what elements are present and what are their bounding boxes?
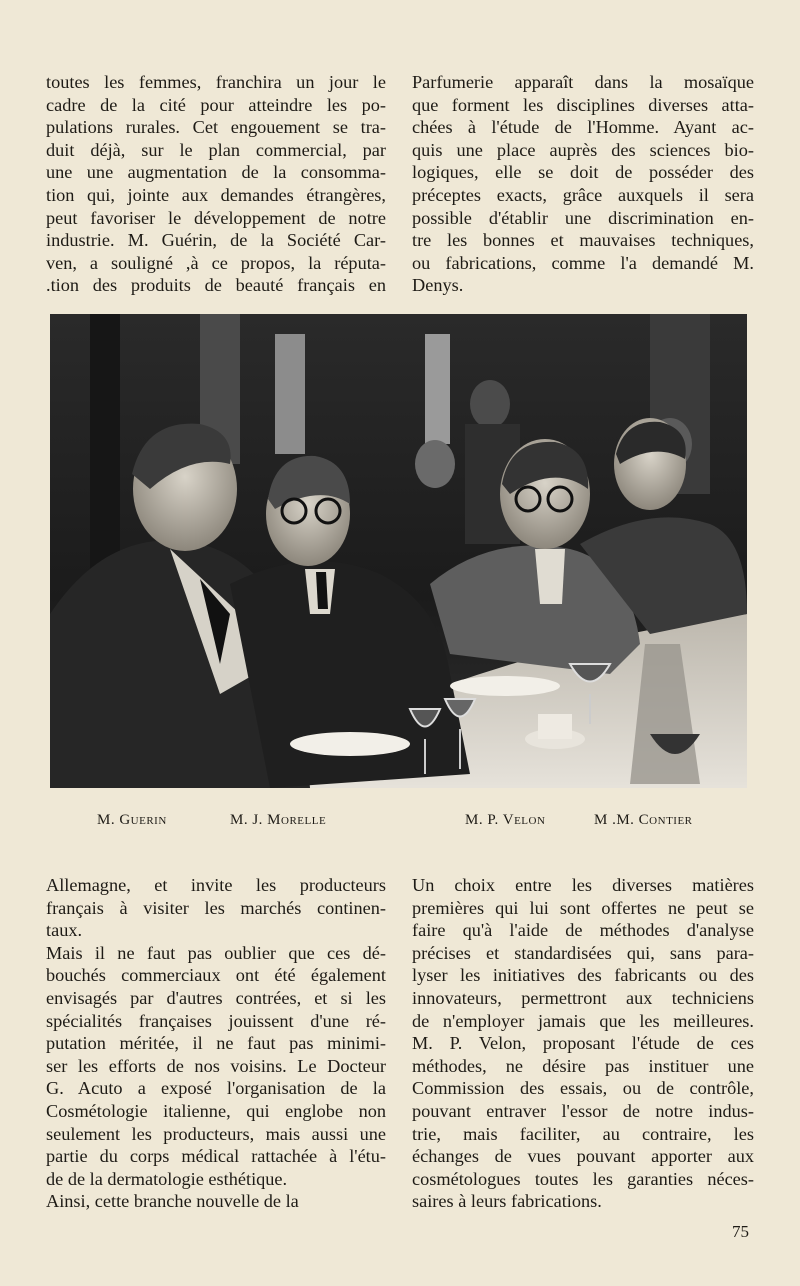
text-line: ou fabrications, comme l'a demandé M. [412, 252, 754, 273]
text-line: Ainsi, cette branche nouvelle de la [46, 1191, 299, 1212]
text-line: innovateurs, permettront aux techniciens [412, 987, 754, 1008]
text-line: putation méritée, il ne faut pas minimi- [46, 1033, 386, 1054]
text-line: ser les efforts de nos voisins. Le Docteur [46, 1055, 386, 1076]
text-line: Parfumerie apparaît dans la mosaïque [412, 72, 754, 92]
text-line: préceptes exacts, grâce auxquels il sera [412, 184, 754, 205]
text-line: spécialités françaises jouissent d'une ré- [46, 1010, 386, 1031]
text-column-bottom-right [412, 874, 754, 1213]
text-line: que forment les disciplines diverses atta- [412, 94, 754, 115]
text-column-top-right [412, 71, 754, 297]
text-line: lyser les initiatives des fabricants ou des [412, 965, 754, 986]
text-line: Denys. [412, 275, 464, 296]
text-line: français à visiter les marchés continen- [46, 897, 386, 918]
text-line: possible d'établir une discrimination en- [412, 207, 754, 228]
text-line: duit déjà, sur le plan commercial, par [46, 139, 386, 160]
text-line: partie du corps médical rattachée à l'étu- [46, 1146, 386, 1167]
text-line: méthodes, ne désire pas instituer une [412, 1055, 754, 1076]
text-line: faire qu'à l'aide de méthodes d'analyse [412, 920, 754, 941]
text-line: tion qui, jointe aux demandes étrangères, [46, 184, 386, 205]
text-line: précises et standardisées qui, sans para- [412, 942, 754, 963]
text-line: premières qui lui sont offertes ne peut se [412, 897, 754, 918]
text-line: de n'employer jamais que les meilleures. [412, 1010, 754, 1031]
photo-illustration [50, 314, 747, 788]
text-line: chées à l'étude de l'Homme. Ayant ac- [412, 117, 754, 138]
caption-velon: M. P. Velon [465, 812, 546, 828]
text-column-bottom-left [46, 874, 386, 1213]
text-column-top-left [46, 71, 386, 297]
text-line: quis une place auprès des sciences bio- [412, 139, 754, 160]
page-number: 75 [732, 1222, 749, 1241]
text-line: Allemagne, et invite les producteurs [46, 875, 386, 895]
text-line: Commission des essais, ou de contrôle, [412, 1078, 754, 1099]
text-line: de de la dermatologie esthétique. [46, 1168, 288, 1189]
text-line: cosmétologues toutes les garanties néces- [412, 1168, 754, 1189]
text-line: Mais il ne faut pas oublier que ces dé- [46, 942, 386, 963]
text-line: toutes les femmes, franchira un jour le [46, 72, 386, 92]
text-line: pouvant entraver l'essor de notre indus- [412, 1100, 754, 1121]
text-line: une une augmentation de la consomma- [46, 162, 386, 183]
text-line: .tion des produits de beauté français en [46, 275, 386, 296]
text-line: échanges de vues pouvant apporter aux [412, 1146, 754, 1167]
caption-contier: M .M. Contier [594, 812, 693, 828]
text-line: Un choix entre les diverses matières [412, 875, 754, 895]
text-line: envisagés par d'autres contrées, et si les [46, 987, 386, 1008]
text-line: Cosmétologie italienne, qui englobe non [46, 1100, 386, 1121]
text-line: bouchés commerciaux ont été également [46, 965, 386, 986]
text-line: seulement les producteurs, mais aussi une [46, 1123, 386, 1144]
caption-guerin: M. Guerin [97, 812, 167, 828]
text-line: ven, a souligné ,à ce propos, la réputa- [46, 252, 386, 273]
text-line: pulations rurales. Cet engouement se tra- [46, 117, 386, 138]
text-line: M. P. Velon, proposant l'étude de ces [412, 1033, 754, 1054]
text-line: saires à leurs fabrications. [412, 1191, 602, 1212]
caption-morelle: M. J. Morelle [230, 812, 327, 828]
banquet-photograph [50, 314, 747, 788]
text-line: tre les bonnes et mauvaises techniques, [412, 230, 754, 251]
text-line: logiques, elle se doit de posséder des [412, 162, 754, 183]
text-line: trie, mais faciliter, au contraire, les [412, 1123, 754, 1144]
text-line: taux. [46, 920, 83, 941]
text-line: cadre de la cité pour atteindre les po- [46, 94, 386, 115]
text-line: industrie. M. Guérin, de la Société Car- [46, 230, 386, 251]
text-line: G. Acuto a exposé l'organisation de la [46, 1078, 386, 1099]
text-line: peut favoriser le développement de notre [46, 207, 386, 228]
